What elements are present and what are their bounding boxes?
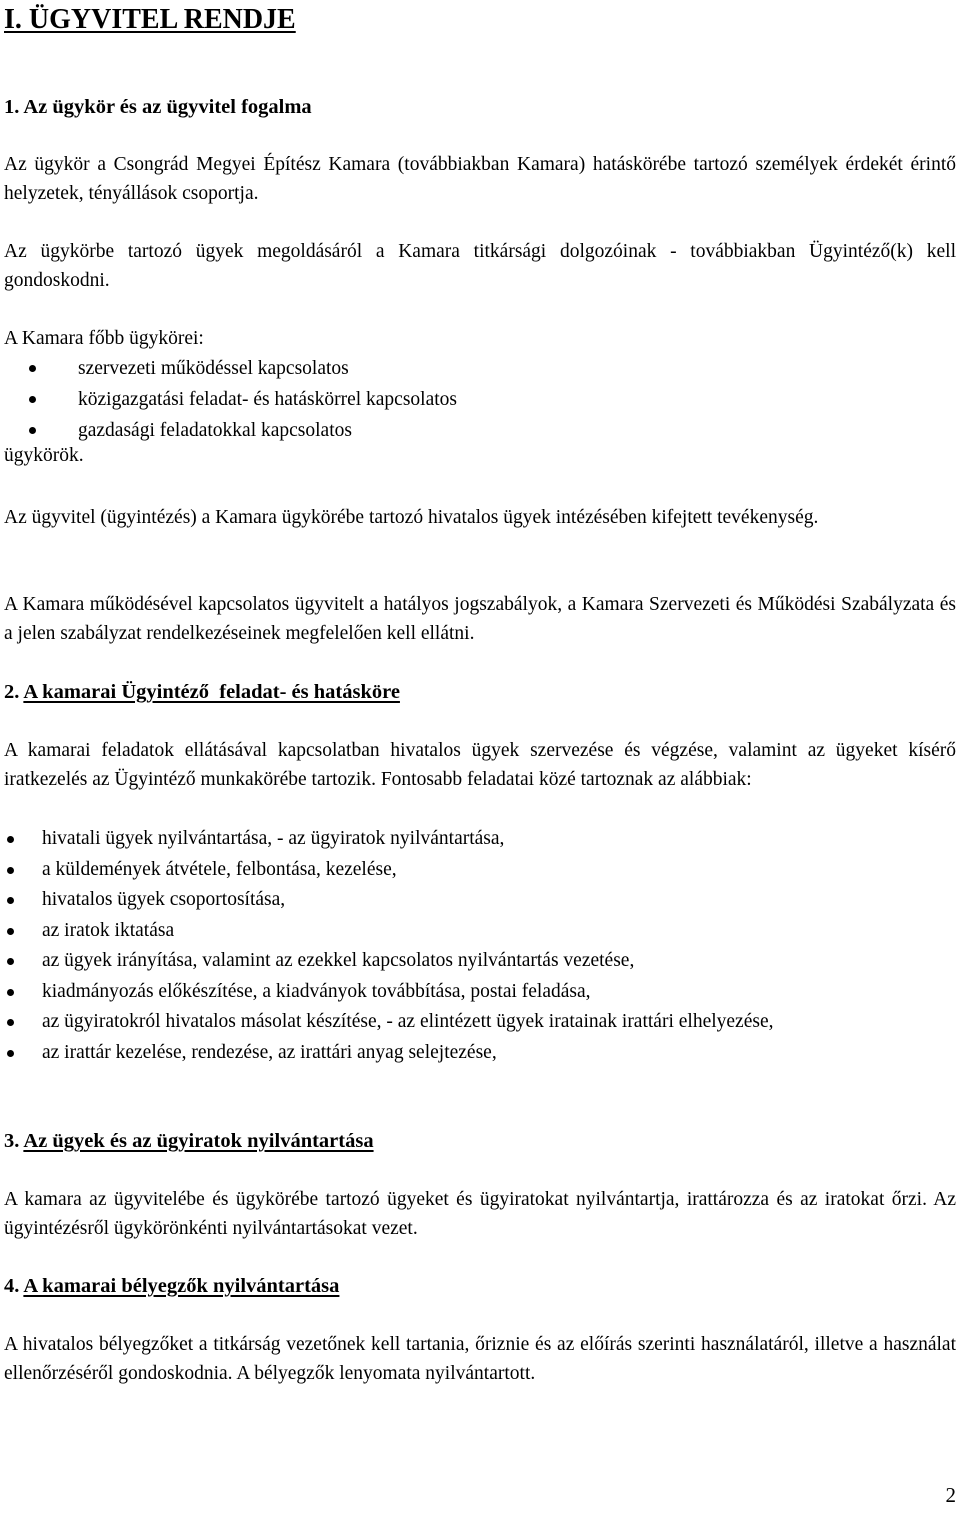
section-1-paragraph-4: Az ügyvitel (ügyintézés) a Kamara ügykörébe tartozó hivatalos ügyek intézésében kifejtett tevékenység. (4, 507, 819, 528)
list-item: az iratok iktatása (4, 916, 956, 947)
section-1-heading: 1. Az ügykör és az ügyvitel fogalma (4, 96, 312, 118)
section-1-paragraph-2: Az ügykörbe tartozó ügyek megoldásáról a Kamara titkársági dolgozóinak - továbbiakban Ügyintéző(k) kell gondoskodni. (4, 241, 956, 291)
section-4-paragraph-1: A hivatalos bélyegzőket a titkárság vezetőnek kell tartania, őriznie és az előírás szerinti használatáról, illetve a használat ellenőrzéséről gondoskodnia. A bélyegzők lenyomata nyilvántartott. (4, 1334, 956, 1384)
list-item: kiadmányozás előkészítése, a kiadványok továbbítása, postai feladása, (4, 977, 956, 1008)
bullet-icon (7, 1050, 14, 1057)
section-1-paragraph-5: A Kamara működésével kapcsolatos ügyvitelt a hatályos jogszabályok, a Kamara Szervezeti és Működési Szabályzata és a jelen szabályzat rendelkezéseinek megfelelően kell ellátni. (4, 594, 956, 644)
section-4-heading: 4. A kamarai bélyegzők nyilvántartása (4, 1275, 340, 1297)
bullet-icon (7, 928, 14, 935)
list-item: a küldemények átvétele, felbontása, kezelése, (4, 855, 956, 886)
list-item: gazdasági feladatokkal kapcsolatos (4, 415, 956, 446)
bullet-icon (7, 989, 14, 996)
document-page (4, 0, 956, 1513)
section-1-list-intro: A Kamara főbb ügykörei: (4, 328, 204, 349)
list-item: szervezeti működéssel kapcsolatos (4, 353, 956, 384)
section-1-list-end: ügykörök. (4, 445, 84, 466)
bullet-icon (7, 897, 14, 904)
section-3-heading-text: Az ügyek és az ügyiratok nyilvántartása (23, 1130, 374, 1152)
list-item: hivatalos ügyek csoportosítása, (4, 885, 956, 916)
section-1-list (4, 353, 956, 446)
bullet-icon (7, 867, 14, 874)
list-item: közigazgatási feladat- és hatáskörrel kapcsolatos (4, 384, 956, 415)
section-2-heading-text: A kamarai Ügyintéző feladat- és hatásköre (23, 681, 400, 703)
section-2-list (4, 824, 956, 1068)
bullet-icon (29, 396, 36, 403)
section-3-paragraph-1: A kamara az ügyvitelébe és ügykörébe tartozó ügyeket és ügyiratokat nyilvántartja, irattározza és az iratokat őrzi. Az ügyintézésről ügykörönkénti nyilvántartásokat vezet. (4, 1189, 956, 1239)
list-item: az ügyiratokról hivatalos másolat készítése, - az elintézett ügyek iratainak irattári elhelyezése, (4, 1007, 956, 1038)
bullet-icon (7, 836, 14, 843)
section-1-paragraph-1: Az ügykör a Csongrád Megyei Építész Kamara (továbbiakban Kamara) hatáskörébe tartozó személyek érdekét érintő helyzetek, tényállások csoportja. (4, 154, 956, 204)
bullet-icon (29, 427, 36, 434)
bullet-icon (7, 958, 14, 965)
list-item: hivatali ügyek nyilvántartása, - az ügyiratok nyilvántartása, (4, 824, 956, 855)
section-2-paragraph-1: A kamarai feladatok ellátásával kapcsolatban hivatalos ügyek szervezése és végzése, valamint az ügyeket kísérő iratkezelés az Ügyintéző munkakörébe tartozik. Fontosabb feladatai közé tartoznak az alábbiak: (4, 740, 956, 790)
section-3-heading: 3. Az ügyek és az ügyiratok nyilvántartása (4, 1130, 374, 1152)
section-4-heading-text: A kamarai bélyegzők nyilvántartása (23, 1275, 340, 1297)
list-item: az ügyek irányítása, valamint az ezekkel kapcsolatos nyilvántartás vezetése, (4, 946, 956, 977)
section-2-heading: 2. A kamarai Ügyintéző feladat- és hatásköre (4, 681, 400, 703)
document-title: I. ÜGYVITEL RENDJE (4, 4, 296, 35)
section-1-duties-block (4, 324, 956, 470)
list-item: az irattár kezelése, rendezése, az irattári anyag selejtezése, (4, 1038, 956, 1069)
bullet-icon (7, 1019, 14, 1026)
page-number: 2 (945, 1483, 956, 1507)
bullet-icon (29, 365, 36, 372)
